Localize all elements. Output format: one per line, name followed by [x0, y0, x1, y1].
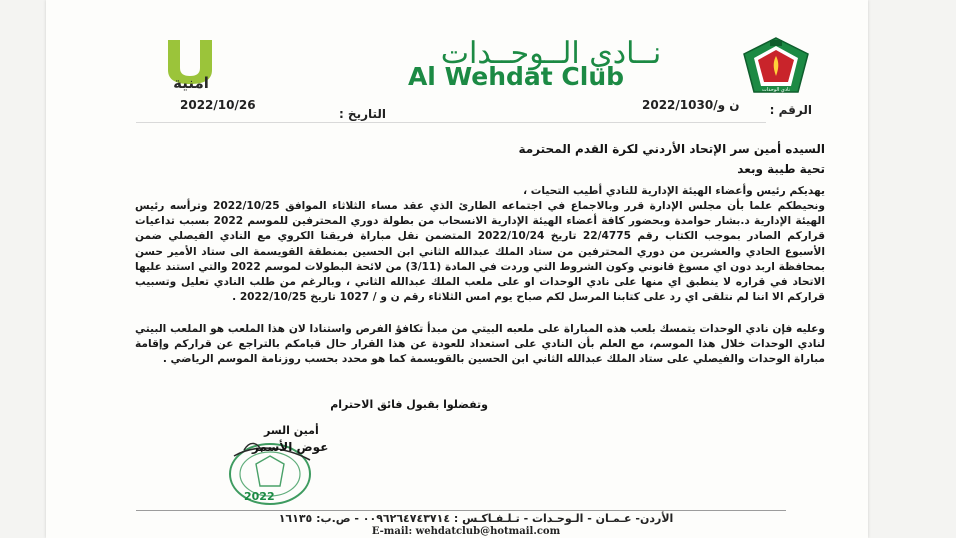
date-label: التاريخ : — [338, 107, 386, 121]
stamp-year: 2022 — [244, 490, 275, 503]
reference-label: الرقم : — [769, 103, 812, 117]
paragraph-decision: ونحيطكم علما بأن مجلس الإدارة قرر وبالاجماع في اجتماعه الطارئ الذي عقد مساء الثلاثاء الموافق 2022/10/25 وترأسه رئيس الهيئة الإدارية د.بشار حوامدة وبحضور كافة أعضاء الهيئة الإدارية الانسحاب من بطولة دوري المحترفين للموسم 2022 بسبب تداعيات قراركم الصادر بموجب الكتاب رقم 22/4775 تاريخ 2022/10/24 المتضمن نقل مباراة فريقنا الكروي مع النادي الفيصلي ضمن الأسبوع الحادي والعشرين من دوري المحترفين من ستاد الملك عبدالله الثاني ابن الحسين بمنطقة القويسمة الى ستاد الأمير حسن بمحافظة اربد دون اي مسوغ قانوني وكون الشروط التي وردت في المادة (3/11) من لائحة البطولات لموسم 2022 والتي استند عليها الاتحاد في قراره لا ينطبق اي منها على نادي الوحدات او على ملعب الملك عبدالله الثاني ، وبالرغم من طلب النادي تعليل وتسبيب قراركم الا اننا لم نتلقى اي رد على كتابنا المرسل لكم صباح يوم امس الثلاثاء رقم ن و / 1027 تاريخ 2022/10/25 . — [135, 200, 825, 304]
greeting-line: تحية طيبة وبعد — [737, 162, 825, 176]
footer-address: الأردن- عـمـان - الـوحـدات - تـلـفـاكـس : ٠٠٩٦٢٦٤٧٤٣٧١٤ - ص.ب: ١٦١٣٥ — [278, 512, 674, 525]
reference-number: ن و/2022/1030 — [642, 98, 740, 112]
signature-title: أمين السر — [264, 424, 319, 437]
club-name-english: Al Wehdat Club — [407, 62, 625, 91]
closing-line: وتفضلوا بقبول فائق الاحترام — [330, 398, 488, 411]
club-logo-icon — [738, 34, 814, 98]
footer-divider — [136, 510, 786, 511]
right-margin-background — [868, 0, 956, 538]
date-value: 2022/10/26 — [180, 98, 256, 112]
header-divider — [136, 122, 766, 123]
signature-name: عوض الأسمر — [252, 440, 329, 454]
paragraph-conclusion: وعليه فإن نادي الوحدات يتمسك بلعب هذه المباراة على ملعبه البيتي من مبدأ تكافؤ الفرص واستنادا لان هذا الملعب هو الملعب البيتي لنادي الوحدات خلال هذا الموسم، مع العلم بأن النادي على استعداد للعودة عن هذا القرار حال قيامكم بالتراجع عن قراركم وإقامة مباراة الوحدات والفيصلي على ستاد الملك عبدالله الثاني ابن الحسين بالقويسمة كما هو محدد بحسب روزنامة الموسم الرياضي . — [135, 323, 825, 366]
recipient-line: السيده أمين سر الإتحاد الأردني لكرة القدم المحترمة — [518, 142, 825, 156]
left-margin-background — [0, 0, 46, 538]
club-name-arabic: نــادي الــوحــدات — [440, 36, 662, 71]
letter-page — [46, 0, 868, 538]
logo-caption: نادي الوحدات — [762, 87, 790, 93]
footer-email: E-mail: wehdatclub@hotmail.com — [371, 526, 561, 537]
paragraph-intro: يهديكم رئيس وأعضاء الهيئة الإدارية للنادي أطيب التحيات ، — [523, 185, 825, 197]
sponsor-name: امنية — [173, 74, 209, 92]
